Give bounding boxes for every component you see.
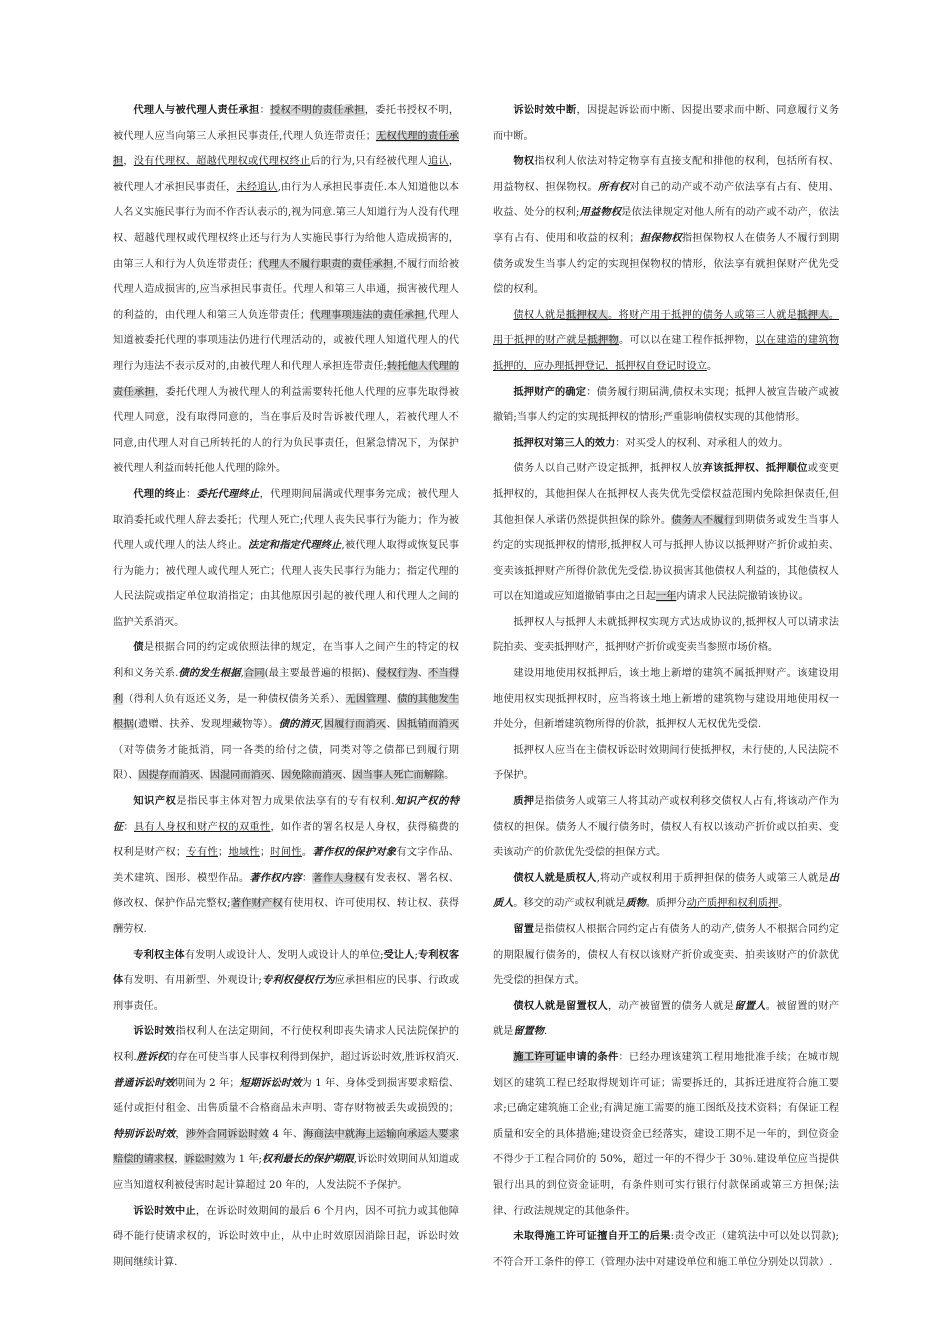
right-paragraph [493,661,839,738]
right-paragraph [493,1045,839,1224]
text-run: (遗赠、扶养、发现埋藏物等）。 [133,719,279,731]
text-run: 用益物权 [579,206,622,219]
text-run: ， [123,156,134,168]
text-run: 。 [444,770,455,782]
text-run: 代理人不履行职责的责任承担 [258,258,394,270]
text-run: 抵押人 [797,309,829,321]
text-run: 权利最长的保护期限 [262,1153,354,1166]
text-run: 无因管理 [345,693,387,705]
text-run: 因免除而消灭 [281,770,343,782]
left-paragraph [113,635,459,789]
right-paragraph [493,456,839,610]
text-run: ， [175,1128,186,1140]
text-run: 到期债务或发生当事人约定的实现抵押权的情形,抵押权人可与抵押人协议以抵押财产折价或拍卖、变卖该抵押财产所得价款优先受偿.协议损害其他债权人利益的，其他债权人可以在知道或应知道撤销事由之日起 [493,514,840,603]
text-run: 著作财产权 [230,898,283,910]
text-run: 、 [199,770,210,782]
text-run: 不当得利 [113,668,460,705]
right-paragraph [493,789,839,866]
text-run: 为 1 年; [225,1154,262,1166]
text-run: 、 [342,770,353,782]
text-run: ：债务履行期届满,债权未实现；抵押人被宣告破产或被撤销;当事人约定的实现抵押权的情形;严重影响债权实现的其他情形。 [493,386,839,424]
text-run: 知识产权的特征 [113,795,460,833]
text-run: (最主要最普遍的根据)、 [264,668,377,680]
text-run: 或变更抵押权的，其他担保人在抵押权人丧失优先受偿权益范围内免除担保责任,但其他担保人承诺仍然提供担保的除外。 [493,463,840,526]
text-run: 短期诉讼时效 [239,1076,302,1089]
text-run: 合同 [243,668,265,680]
text-run: 债权人就是留置权人 [513,999,609,1012]
text-run: 有发明人或设计人、发明人或设计人的单位; [184,949,384,961]
text-run: 所有权 [597,180,630,193]
text-run: ，代理期间届满或代理事务完成；被代理人取消委托或代理人辞去委托；代理人死亡;代理人丧失民事行为能力；作为被代理人或代理人的法人终止。 [113,488,460,552]
text-run: 。 [301,847,313,859]
text-run: 物权 [513,155,535,168]
right-paragraph [493,1224,839,1275]
text-run: 抵押权人 [565,309,609,321]
text-run: 质押 [513,795,535,808]
text-run: 转托他人代理的责任承担 [113,360,460,398]
text-run: 应承担相应的民事、行政或刑事责任。 [113,975,460,1012]
text-run: ：已经办理该建筑工程用地批准手续；在城市规划区的建筑工程已经取得规划许可证；需要拆迁的，其拆迁进度符合施工要求;已确定建筑施工企业;有满足施工需要的施工图纸及技术资料；有保证工程质量和安全的具体措施;建设资金已经落实，建设工期不足一年的，到位资金不得少于工程合同价的 50%，超过一年的不得少于 30％.建设单位应当提供银行出具的到位资金证明，有条件则可实行银行付款保函或第三方担保;法律、行政法规规定的其他条件。 [493,1051,840,1217]
text-run: 为 1 年、身体受到损害要求赔偿、延付或拒付租金、出售质量不合格商品未声明、寄存财物被丢失或损毁的； [113,1077,459,1115]
text-run: ,代理人知道被委托代理的事项违法仍进行代理活动的，或被代理人知道代理人的代理行为违法不表示反对的,由被代理人和代理人承担连带责任; [113,309,459,372]
text-run: 有发表权、署名权、修改权、保护作品完整权; [113,872,460,910]
text-run: 债的发生根据 [178,667,241,680]
text-run: 是根据合同的约定或依照法律的规定，在当事人之间产生的特定的权利和义务关系. [113,642,459,680]
text-run: 追认 [428,156,449,168]
text-run: 建设用地使用权抵押后，该土地上新增的建筑不属抵押财产。该建设用地使用权实现抵押权时，应当将该土地上新增的建筑物与建设用地使用权一并处分，但新增建筑物所得的价款，抵押权人无权优先受偿. [493,668,839,731]
text-run: ： [259,105,271,116]
text-run: 债权人就是 [513,309,566,321]
text-run: 著作权内容 [249,871,302,884]
text-run: 施工许可证 [513,1050,566,1063]
text-run: 因履行而消灭 [323,719,387,731]
left-paragraph [113,1199,459,1276]
text-run: ； [217,847,229,859]
left-paragraph [113,789,459,943]
text-run: 海商法中就海上运输向承运人要求赔偿的请求权 [113,1128,460,1166]
text-run: 对自己的动产或不动产依法享有占有、使用、收益、处分的权利; [493,181,840,219]
text-run: 时间性 [270,847,302,859]
right-paragraph [493,149,839,303]
text-run: 债 [133,641,144,654]
text-run: 债务人以自己财产设定抵押，抵押权人放 [513,463,703,475]
text-run: 抵押物 [587,335,619,347]
text-run: 债的消灭 [278,718,321,731]
text-run: 后的行为,只有经被代理人 [310,156,429,168]
right-paragraph [493,98,839,149]
text-run: 。将财产用于抵押的债务人或第三人就是 [608,309,798,321]
text-run: 专有性 [186,847,218,859]
text-run: 侵权行为 [376,668,418,680]
text-run: 。用于抵押的财产就是 [493,309,840,347]
right-paragraph [493,738,839,789]
text-run: 抵押权人应当在主债权诉讼时效期间行使抵押权，未行使的,人民法院不予保护。 [493,744,839,782]
text-run: 债权人就是质权人 [513,871,597,884]
text-run: 留置人 [734,999,766,1012]
right-paragraph [493,917,839,994]
text-run: 授权不明的责任承担 [270,105,365,116]
text-run: ，委托代理人为被代理人的利益需要转托他人代理的应事先取得被代理人同意，没有取得同意的，当在事后及时告诉被代理人，若被代理人不同意,由代理人对自己所转托的人的行为负民事责任，但紧急情况下，为保护被代理人利益而转托他人代理的除外。 [113,386,460,475]
text-run: 担保物权 [639,231,682,244]
text-run: 弃该抵押权、抵押顺位 [702,462,808,475]
text-run: 未取得施工许可证擅自开工的后果 [513,1230,671,1243]
text-run: 因抵销而消灭 [396,719,460,731]
text-run: 具有人身权和财产权的双重性 [134,821,271,833]
text-run: 有文字作品、美术建筑、图形、模型作品。 [113,847,460,884]
text-run: 。质押分 [645,898,687,910]
text-run: ,不履行而给被代理人造成损害的,应当承担民事责任。代理人和第三人串通，损害被代理人的利益的，由代理人和第三人负连带责任； [113,258,460,321]
text-run: 是指债权人根据合同约定占有债务人的动产,债务人不根据合同约定的期限履行债务的，债权人有权以该财产折价或变卖、拍卖该财产的价款优先受偿的担保方式。 [493,924,840,987]
text-run: 抵押权对第三人的效力 [513,436,616,449]
right-column [493,98,839,1275]
text-run: ,诉讼时效期间从知道或应当知道权利被侵害时起计算超过 20 年的，人发法院不予保护。 [113,1154,460,1191]
text-run: 代理事项违法的责任承担 [310,309,425,321]
text-run: 胜诉权 [136,1050,168,1063]
text-run: 诉讼时效中止 [133,1204,196,1217]
text-run: ，因提起诉讼而中断、因提出要求而中断、同意履行义务而中断。 [493,105,840,142]
text-run: 。 [778,898,789,910]
text-run: 是指民事主体对智力成果依法享有的专有权利. [176,796,395,808]
text-run: ,由行为人承担民事责任.本人知道他以本人名义实施民事行为而不作否认表示的,视为同意.第三人知道行为人没有代理权、超越代理权或代理权终止还与行为人实施民事行为给他人造成损害的，由第三人和行为人负连带责任； [113,181,460,270]
text-run: ： [301,872,313,884]
text-run: 是指债务人或第三人将其动产或权利移交债权人占有,将该动产作为债权的担保。债务人不履行债务时，债权人有权以该动产折价或以拍卖、变卖该动产的价款优先受偿的担保方式。 [493,796,840,859]
text-run: 内请求人民法院撤销该协议。 [676,591,809,603]
text-run: 。可以以在建工程作抵押物， [618,335,756,347]
text-run: 无权代理的责任承担 [113,130,459,168]
text-run: 代理人与被代理人责任承担 [133,104,260,116]
text-run: ，委托书授权不明，被代理人应当向第三人承担民事责任,代理人负连带责任； [113,105,460,142]
text-run: 因混同而消灭 [209,770,271,782]
text-run: 诉讼时效 [133,1025,176,1038]
text-run: 出质人 [493,871,839,910]
text-run: 留置 [513,923,535,935]
text-run: 。被留置的财产就是 [493,1000,840,1038]
text-run: . [543,1026,548,1038]
text-run: 受让人 [383,948,415,961]
text-run: 诉讼时效 [184,1154,226,1166]
text-run: 、 [270,770,282,782]
text-run: 因提存而消灭 [138,770,200,782]
text-run: 知识产权 [133,795,177,808]
text-run: 一年 [656,591,677,603]
text-run: 特别诉讼时效 [113,1127,176,1140]
text-run: 著作人身权 [312,872,365,884]
text-run: , [320,719,324,731]
text-run: 、 [417,668,429,680]
text-run: 法定和指定代理终止 [248,539,342,552]
text-run: 代理的终止 [133,487,186,500]
text-run: 。 [706,360,718,372]
text-run: 涉外合同诉讼时效 [185,1128,270,1140]
text-run: 指权利人在法定期间，不行使权利即丧失请求人民法院保护的权利. [113,1026,460,1063]
text-run: ,被代理人取得或恢复民事行为能力；被代理人或代理人死亡；代理人丧失民事行为能力；指定代理的人民法院或指定单位取消指定；由其他原因引起的被代理人和代理人之间的监护关系消灭。 [113,540,460,628]
text-run: 动产质押和权利质押 [686,898,779,910]
text-run: 、 [386,719,397,731]
text-run: 留置物 [513,1025,544,1038]
text-run: 4 年、 [269,1128,304,1140]
right-paragraph [493,303,839,380]
text-run: ： [185,488,197,500]
left-paragraph [113,943,459,1020]
text-run: 有使用权、许可使用权、转让权、获得酬劳权. [113,898,460,935]
text-run: 以在建造的建筑物抵押的，应办理抵押登记，抵押权自登记时设立 [493,335,840,372]
text-run: 没有代理权、超越代理权或代理权终止 [133,156,311,168]
text-run: （得利人负有返还义务，是一种债权债务关系）、 [123,693,346,705]
text-run: 债务人不履行 [671,514,735,526]
text-run: ，在诉讼时效期间的最后 6 个月内，因不可抗力或其他障碍不能行使请求权的，诉讼时效中止，从中止时效原因消除日起，诉讼时效期间继续计算. [113,1205,459,1268]
text-run: ,将动产或权利用于质押担保的债务人或第三人就是 [596,872,829,884]
text-run: 是依法律规定对他人所有的动产或不动产，依法享有占有、使用和收益的权利； [493,207,840,244]
text-run: , [240,668,244,680]
text-run: :责令改正（建筑法中可以处以罚款);不符合开工条件的停工（管理办法中对建设单位和施工单位分别处以罚款）. [493,1231,839,1268]
text-run: ，被代理人才承担民事责任， [113,156,460,193]
right-paragraph [493,610,839,661]
text-run: ， [174,1154,185,1166]
text-run: 专利权客体 [113,948,460,987]
right-paragraph [493,866,839,917]
text-run: ，如作者的署名权是人身权，获得稿费的权利是财产权； [113,821,460,859]
right-paragraph [493,431,839,457]
text-run: 、 [386,693,398,705]
text-run: 未经追认 [236,181,278,193]
text-run: 著作权的保护对象 [312,846,397,859]
text-run: ：对买受人的权利、对承租人的效力。 [615,437,789,449]
text-run: 抵押权人与抵押人未就抵押权实现方式达成协议的,抵押权人可以请求法院拍卖、变卖抵押财产，抵押财产折价或变卖当参照市场价格。 [493,616,839,654]
text-run: 的存在可使当事人民事权利得到保护，超过诉讼时效,胜诉权消灭. [167,1051,459,1063]
text-run: 委托代理终止 [196,487,260,500]
text-run: 。移交的动产或权利就是 [513,898,626,910]
text-run: 地域性 [228,847,260,859]
text-run: 质物 [625,897,646,910]
text-run: 抵押财产的确定 [513,385,587,398]
text-run: 因当事人死亡而解除 [352,770,445,782]
text-run: ： [123,821,134,833]
text-run: 有发明、有用新型、外观设计; [123,975,262,987]
right-paragraph [493,380,839,431]
text-run: 期间为 2 年； [174,1077,240,1089]
text-run: ，动产被留置的债务人就是 [608,1000,735,1012]
text-run: 普通诉讼时效 [113,1076,175,1089]
left-paragraph [113,98,459,482]
text-run: ; [414,949,418,961]
left-column [113,98,459,1275]
text-run: 专利权主体 [133,948,185,961]
left-paragraph [113,1019,459,1198]
text-run: 指担保物权人在债务人不履行到期债务或发生当事人约定的实现担保物权的情形，依法享有就担保财产优先受偿的权利。 [493,232,840,296]
left-paragraph [113,482,459,636]
text-run: 专利权侵权行为 [261,974,335,987]
text-run: 债的其他发生根据 [113,693,460,731]
right-paragraph [493,994,839,1045]
text-run: 指权利人依法对特定物享有直接支配和排他的权利，包括所有权、用益物权、担保物权。 [493,156,840,193]
text-run: （对等债务才能抵消，同一各类的给付之债，同类对等之债都已到履行期限）、 [113,744,459,782]
text-run: 申请的条件 [565,1050,619,1063]
text-run: ； [259,847,271,859]
text-run: 诉讼时效中断 [513,104,577,116]
